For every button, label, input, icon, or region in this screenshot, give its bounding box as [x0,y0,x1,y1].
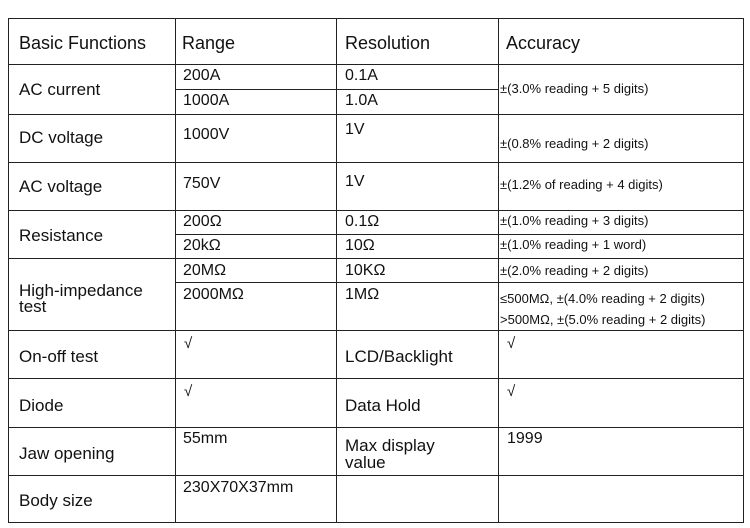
label-on-off-test: On-off test [19,347,99,366]
col-divider [498,18,499,523]
value-max-display: 1999 [507,430,543,447]
accuracy-2000mohm-high: >500MΩ, ±(5.0% reading + 2 digits) [500,312,706,327]
res-10ohm: 10Ω [345,237,375,254]
col-divider [336,18,337,523]
header-resolution: Resolution [345,33,431,53]
range-20kohm: 20kΩ [183,237,221,254]
label-high-impedance-line1: High-impedance [19,281,143,300]
table-border-top [8,18,744,19]
table-border-right [743,18,744,523]
accuracy-ac-current: ±(3.0% reading + 5 digits) [500,81,649,96]
row-divider [8,162,744,163]
range-200ohm: 200Ω [183,213,222,230]
row-divider [8,258,744,259]
res-0-1a: 0.1A [345,67,378,84]
header-basic-functions: Basic Functions [19,33,147,53]
check-mark-icon: √ [184,335,193,352]
accuracy-2000mohm-low: ≤500MΩ, ±(4.0% reading + 2 digits) [500,291,706,306]
row-divider [8,475,744,476]
label-high-impedance-line2: test [19,297,47,316]
value-body-size: 230X70X37mm [183,479,294,496]
col-divider [175,18,176,523]
label-jaw-opening: Jaw opening [19,444,115,463]
subrow-divider [175,282,744,283]
check-mark-icon: √ [184,383,193,400]
label-data-hold: Data Hold [345,396,421,415]
range-20mohm: 20MΩ [183,262,227,279]
table-border-bottom [8,522,744,523]
range-2000mohm: 2000MΩ [183,286,244,303]
check-mark-icon: √ [507,335,516,352]
label-max-display-line2: value [345,453,386,472]
label-resistance: Resistance [19,226,104,245]
header-accuracy: Accuracy [506,33,581,53]
row-divider [8,427,744,428]
range-200a: 200A [183,67,221,84]
accuracy-200ohm: ±(1.0% reading + 3 digits) [500,213,649,228]
value-jaw-opening: 55mm [183,430,228,447]
range-1000a: 1000A [183,92,230,109]
res-10kohm: 10KΩ [345,262,386,279]
subrow-divider [175,234,744,235]
label-dc-voltage: DC voltage [19,128,104,147]
label-body-size: Body size [19,491,93,510]
label-ac-current: AC current [19,80,101,99]
label-lcd-backlight: LCD/Backlight [345,347,453,366]
row-divider [8,210,744,211]
range-750v: 750V [183,175,221,192]
check-mark-icon: √ [507,383,516,400]
header-range: Range [182,33,236,53]
res-1-0a: 1.0A [345,92,378,109]
label-diode: Diode [19,396,64,415]
label-max-display-line1: Max display [345,436,435,455]
row-divider [8,64,744,65]
res-1mohm: 1MΩ [345,286,380,303]
label-ac-voltage: AC voltage [19,177,103,196]
res-1v-dc: 1V [345,121,365,138]
row-divider [8,330,744,331]
row-divider [8,114,744,115]
table-border-left [8,18,9,523]
range-1000v: 1000V [183,126,230,143]
res-0-1ohm: 0.1Ω [345,213,380,230]
accuracy-dc-voltage: ±(0.8% reading + 2 digits) [500,136,649,151]
res-1v-ac: 1V [345,173,365,190]
accuracy-20kohm: ±(1.0% reading + 1 word) [500,237,647,252]
row-divider [8,378,744,379]
accuracy-ac-voltage: ±(1.2% of reading + 4 digits) [500,177,663,192]
accuracy-20mohm: ±(2.0% reading + 2 digits) [500,263,649,278]
